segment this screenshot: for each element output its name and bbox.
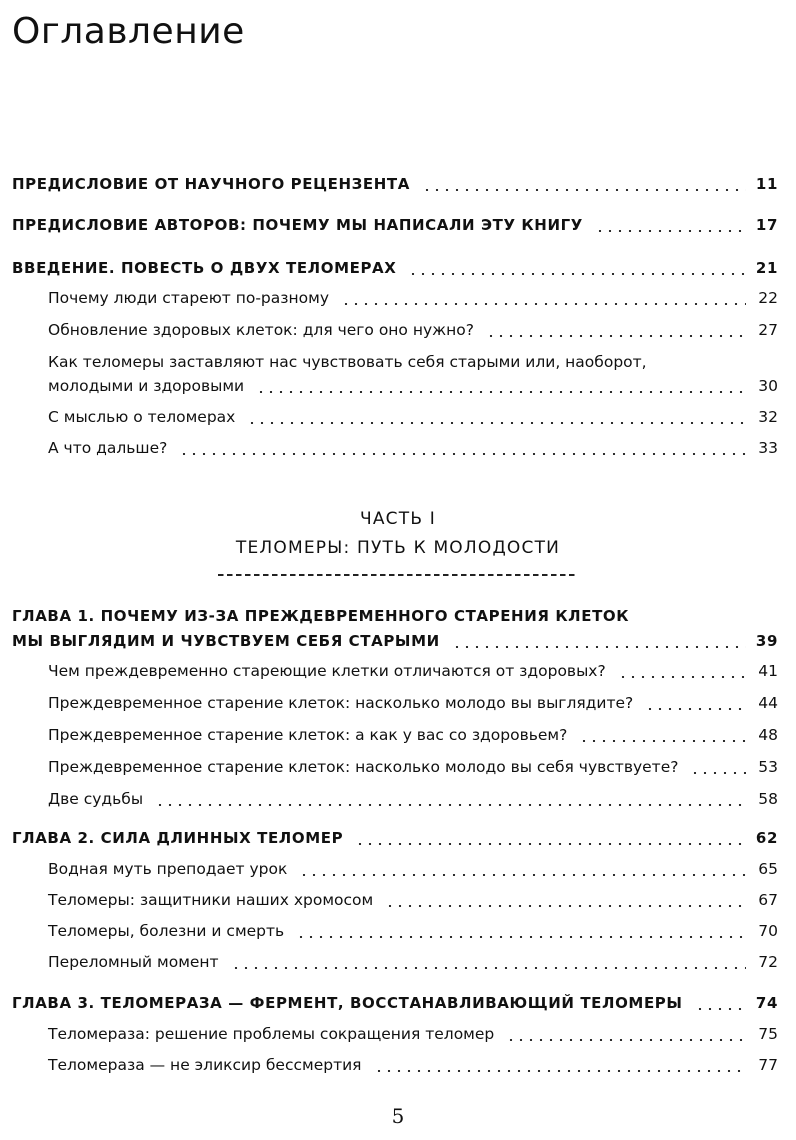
- entry-title: МЫ ВЫГЛЯДИМ И ЧУВСТВУЕМ СЕБЯ СТАРЫМИ: [12, 632, 440, 650]
- toc-subentry[interactable]: [48, 787, 778, 811]
- page-number: 77: [758, 1056, 778, 1074]
- dot-leader: [695, 1008, 746, 1010]
- dot-leader: [618, 676, 746, 678]
- part-divider: [218, 574, 578, 576]
- dot-leader: [299, 874, 746, 876]
- toc-subentry[interactable]: [48, 950, 778, 974]
- dot-leader: [452, 646, 746, 648]
- dot-leader: [155, 804, 746, 806]
- page-number: 39: [755, 632, 778, 650]
- toc-subentry[interactable]: [48, 857, 778, 881]
- dot-leader: [256, 391, 746, 393]
- chapter-first-line[interactable]: ГЛАВА 1. ПОЧЕМУ ИЗ-ЗА ПРЕЖДЕВРЕМЕННОГО СТАРЕНИЯ КЛЕТОК: [12, 607, 630, 625]
- entry-title: Теломераза — не эликсир бессмертия: [48, 1056, 362, 1074]
- toc-subentry[interactable]: [48, 919, 778, 943]
- toc-entry-chapter-1[interactable]: [12, 629, 778, 653]
- entry-title: Преждевременное старение клеток: а как у вас со здоровьем?: [48, 726, 568, 744]
- page-number: 74: [755, 994, 778, 1012]
- dot-leader: [385, 905, 746, 907]
- entry-title: Почему люди стареют по-разному: [48, 289, 329, 307]
- entry-title: Теломеры, болезни и смерть: [48, 922, 285, 940]
- dot-leader: [296, 936, 746, 938]
- page-number: 33: [758, 439, 778, 457]
- entry-title: С мыслью о теломерах: [48, 408, 236, 426]
- entry-title: Теломераза: решение проблемы сокращения теломер: [48, 1025, 495, 1043]
- toc-subentry[interactable]: [48, 888, 778, 912]
- entry-title: Обновление здоровых клеток: для чего оно нужно?: [48, 321, 474, 339]
- dot-leader: [506, 1039, 746, 1041]
- dot-leader: [374, 1070, 747, 1072]
- entry-title: молодыми и здоровыми: [48, 377, 245, 395]
- entry-title: ПРЕДИСЛОВИЕ АВТОРОВ: ПОЧЕМУ МЫ НАПИСАЛИ ЭТУ КНИГУ: [12, 216, 583, 234]
- toc-entry-foreword-reviewer[interactable]: [12, 172, 778, 196]
- page-number: 62: [755, 829, 778, 847]
- toc-entry-chapter-2[interactable]: [12, 826, 778, 850]
- entry-title: Теломеры: защитники наших хромосом: [48, 891, 374, 909]
- page-number: 70: [758, 922, 778, 940]
- toc-subentry[interactable]: [48, 659, 778, 683]
- toc-subentry[interactable]: [48, 436, 778, 460]
- toc-subentry[interactable]: [48, 374, 778, 398]
- entry-title: ГЛАВА 3. ТЕЛОМЕРАЗА — ФЕРМЕНТ, ВОССТАНАВЛИВАЮЩИЙ ТЕЛОМЕРЫ: [12, 994, 683, 1012]
- toc-subentry-first-line[interactable]: Как теломеры заставляют нас чувствовать себя старыми или, наоборот,: [48, 353, 647, 371]
- dot-leader: [247, 422, 746, 424]
- toc-subentry[interactable]: [48, 286, 778, 310]
- part-title: ТЕЛОМЕРЫ: ПУТЬ К МОЛОДОСТИ: [235, 538, 561, 558]
- page-number: 27: [758, 321, 778, 339]
- entry-title: Переломный момент: [48, 953, 219, 971]
- page-number: 11: [755, 175, 778, 193]
- entry-title: Водная муть преподает урок: [48, 860, 288, 878]
- dot-leader: [355, 843, 746, 845]
- entry-title: Чем преждевременно стареющие клетки отличаются от здоровых?: [48, 662, 606, 680]
- dot-leader: [486, 335, 746, 337]
- entry-title: Преждевременное старение клеток: насколько молодо вы выглядите?: [48, 694, 634, 712]
- page-number: 21: [755, 259, 778, 277]
- toc-subentry[interactable]: [48, 1053, 778, 1077]
- page-number: 53: [758, 758, 778, 776]
- part-label: ЧАСТЬ I: [359, 509, 437, 529]
- dot-leader: [579, 740, 746, 742]
- entry-title: ВВЕДЕНИЕ. ПОВЕСТЬ О ДВУХ ТЕЛОМЕРАХ: [12, 259, 397, 277]
- folio-page-number: 5: [391, 1104, 405, 1128]
- toc-subentry[interactable]: [48, 691, 778, 715]
- dot-leader: [408, 273, 746, 275]
- toc-subentry[interactable]: [48, 755, 778, 779]
- page-number: 65: [758, 860, 778, 878]
- page-title: Оглавление: [12, 11, 245, 52]
- dot-leader: [341, 303, 746, 305]
- toc-subentry[interactable]: [48, 1022, 778, 1046]
- page-number: 44: [758, 694, 778, 712]
- entry-title: ПРЕДИСЛОВИЕ ОТ НАУЧНОГО РЕЦЕНЗЕНТА: [12, 175, 410, 193]
- toc-subentry[interactable]: [48, 405, 778, 429]
- toc-entry-introduction[interactable]: [12, 256, 778, 280]
- entry-title: ГЛАВА 2. СИЛА ДЛИННЫХ ТЕЛОМЕР: [12, 829, 344, 847]
- page-number: 30: [758, 377, 778, 395]
- page-number: 22: [758, 289, 778, 307]
- page-number: 72: [758, 953, 778, 971]
- dot-leader: [231, 967, 746, 969]
- dot-leader: [179, 453, 746, 455]
- toc-entry-foreword-authors[interactable]: [12, 213, 778, 237]
- entry-title: Две судьбы: [48, 790, 144, 808]
- dot-leader: [645, 708, 746, 710]
- entry-title: А что дальше?: [48, 439, 168, 457]
- entry-title: Преждевременное старение клеток: насколько молодо вы себя чувствуете?: [48, 758, 679, 776]
- dot-leader: [690, 772, 746, 774]
- page-number: 67: [758, 891, 778, 909]
- dot-leader: [595, 230, 746, 232]
- toc-subentry[interactable]: [48, 318, 778, 342]
- page-number: 32: [758, 408, 778, 426]
- page-number: 58: [758, 790, 778, 808]
- dot-leader: [422, 189, 746, 191]
- page-number: 41: [758, 662, 778, 680]
- page-number: 17: [755, 216, 778, 234]
- page-number: 75: [758, 1025, 778, 1043]
- toc-entry-chapter-3[interactable]: [12, 991, 778, 1015]
- page-number: 48: [758, 726, 778, 744]
- toc-subentry[interactable]: [48, 723, 778, 747]
